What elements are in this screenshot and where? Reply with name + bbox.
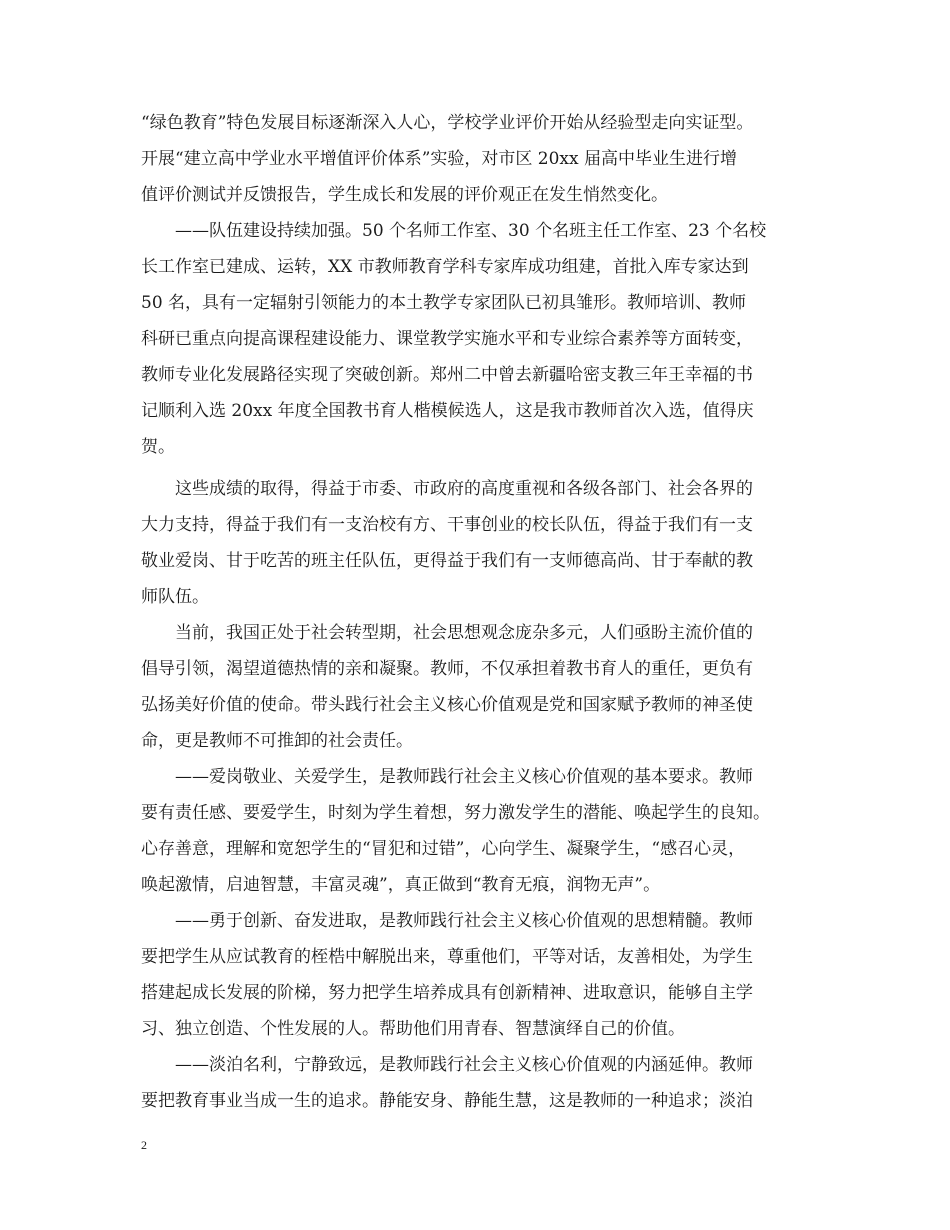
text-line: “绿色教育”特色发展目标逐渐深入人心，学校学业评价开始从经验型走向实证型。 [141, 113, 754, 133]
text-line: 倡导引领，渴望道德热情的亲和凝聚。教师，不仅承担着教书育人的重任，更负有 [141, 659, 753, 679]
text-line: 开展“建立高中学业水平增值评价体系”实验，对市区 20xx 届高中毕业生进行增 [141, 149, 737, 169]
text-line: 敬业爱岗、甘于吃苦的班主任队伍，更得益于我们有一支师德高尚、甘于奉献的教 [141, 551, 753, 571]
page-number: 2 [141, 1138, 147, 1152]
text-line: 记顺利入选 20xx 年度全国教书育人楷模候选人，这是我市教师首次入选，值得庆 [141, 401, 754, 421]
text-line: 50 名，具有一定辐射引领能力的本土教学专家团队已初具雏形。教师培训、教师 [141, 293, 747, 313]
text-line: 这些成绩的取得，得益于市委、市政府的高度重视和各级各部门、社会各界的 [175, 479, 753, 499]
text-line: 科研已重点向提高课程建设能力、课堂教学实施水平和专业综合素养等方面转变， [141, 329, 753, 349]
text-line: 贺。 [141, 437, 175, 457]
text-line: 唤起激情，启迪智慧，丰富灵魂”，真正做到“教育无痕，润物无声”。 [141, 875, 661, 895]
text-line: 命，更是教师不可推卸的社会责任。 [141, 731, 413, 751]
text-line: 弘扬美好价值的使命。带头践行社会主义核心价值观是党和国家赋予教师的神圣使 [141, 695, 753, 715]
text-line: ——勇于创新、奋发进取，是教师践行社会主义核心价值观的思想精髓。教师 [175, 911, 753, 931]
text-line: 教师专业化发展路径实现了突破创新。郑州二中曾去新疆哈密支教三年王幸福的书 [141, 365, 753, 385]
text-line: ——淡泊名利，宁静致远，是教师践行社会主义核心价值观的内涵延伸。教师 [175, 1055, 753, 1075]
text-line: 师队伍。 [141, 587, 209, 607]
text-line: ——队伍建设持续加强。50 个名师工作室、30 个名班主任工作室、23 个名校 [175, 221, 767, 241]
text-line: 心存善意，理解和宽恕学生的“冒犯和过错”，心向学生、凝聚学生，“感召心灵， [141, 839, 746, 859]
text-line: 当前，我国正处于社会转型期，社会思想观念庞杂多元，人们亟盼主流价值的 [175, 623, 753, 643]
text-line: 要把学生从应试教育的桎梏中解脱出来，尊重他们，平等对话，友善相处，为学生 [141, 947, 753, 967]
text-line: 要有责任感、要爱学生，时刻为学生着想，努力激发学生的潜能、唤起学生的良知。 [141, 803, 770, 823]
text-line: 长工作室已建成、运转，XX 市教师教育学科专家库成功组建，首批入库专家达到 [141, 257, 749, 277]
text-line: 搭建起成长发展的阶梯，努力把学生培养成具有创新精神、进取意识，能够自主学 [141, 983, 753, 1003]
text-line: 习、独立创造、个性发展的人。帮助他们用青春、智慧演绎自己的价值。 [141, 1019, 685, 1039]
text-line: ——爱岗敬业、关爱学生，是教师践行社会主义核心价值观的基本要求。教师 [175, 767, 753, 787]
text-line: 要把教育事业当成一生的追求。静能安身、静能生慧，这是教师的一种追求；淡泊 [141, 1091, 753, 1111]
text-line: 大力支持，得益于我们有一支治校有方、干事创业的校长队伍，得益于我们有一支 [141, 515, 753, 535]
text-line: 值评价测试并反馈报告，学生成长和发展的评价观正在发生悄然变化。 [141, 185, 668, 205]
